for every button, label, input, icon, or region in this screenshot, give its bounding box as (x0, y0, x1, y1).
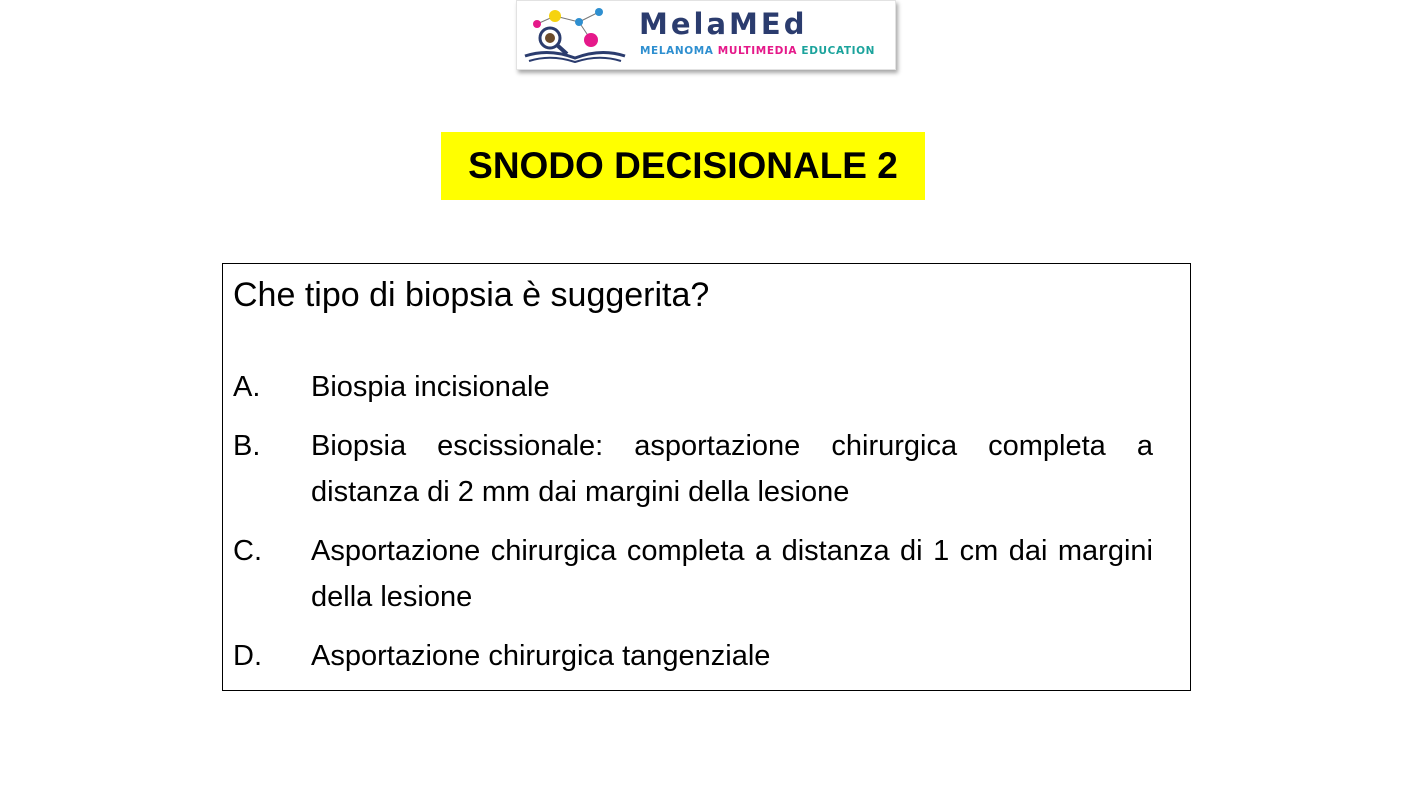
page-title: SNODO DECISIONALE 2 (441, 132, 925, 200)
option-text: Biopsia escissionale: asportazione chirurgica completa a distanza di 2 mm dai margini della lesione (311, 430, 1153, 508)
option-letter: D. (233, 640, 262, 672)
logo-tagline-melanoma: MELANOMA (640, 45, 718, 57)
melamed-logo (516, 0, 896, 70)
answer-options (233, 364, 1153, 692)
option-text: Asportazione chirurgica tangenziale (311, 640, 771, 672)
question-text: Che tipo di biopsia è suggerita? (233, 276, 710, 314)
logo-tagline (640, 45, 875, 57)
logo-tagline-education: EDUCATION (801, 45, 876, 57)
logo-tagline-multimedia: MULTIMEDIA (717, 45, 802, 57)
option-text: Biospia incisionale (311, 371, 550, 403)
option-c[interactable] (233, 528, 1153, 620)
question-box (222, 263, 1191, 691)
magnifier-book-icon (521, 4, 633, 66)
option-letter: C. (233, 535, 262, 567)
option-letter: A. (233, 371, 261, 403)
option-d[interactable] (233, 633, 1153, 679)
option-letter: B. (233, 430, 261, 462)
option-b[interactable] (233, 423, 1153, 515)
option-a[interactable] (233, 364, 1153, 410)
logo-name: MelaMEd (639, 7, 808, 41)
option-text: Asportazione chirurgica completa a distanza di 1 cm dai margini della lesione (311, 535, 1153, 613)
